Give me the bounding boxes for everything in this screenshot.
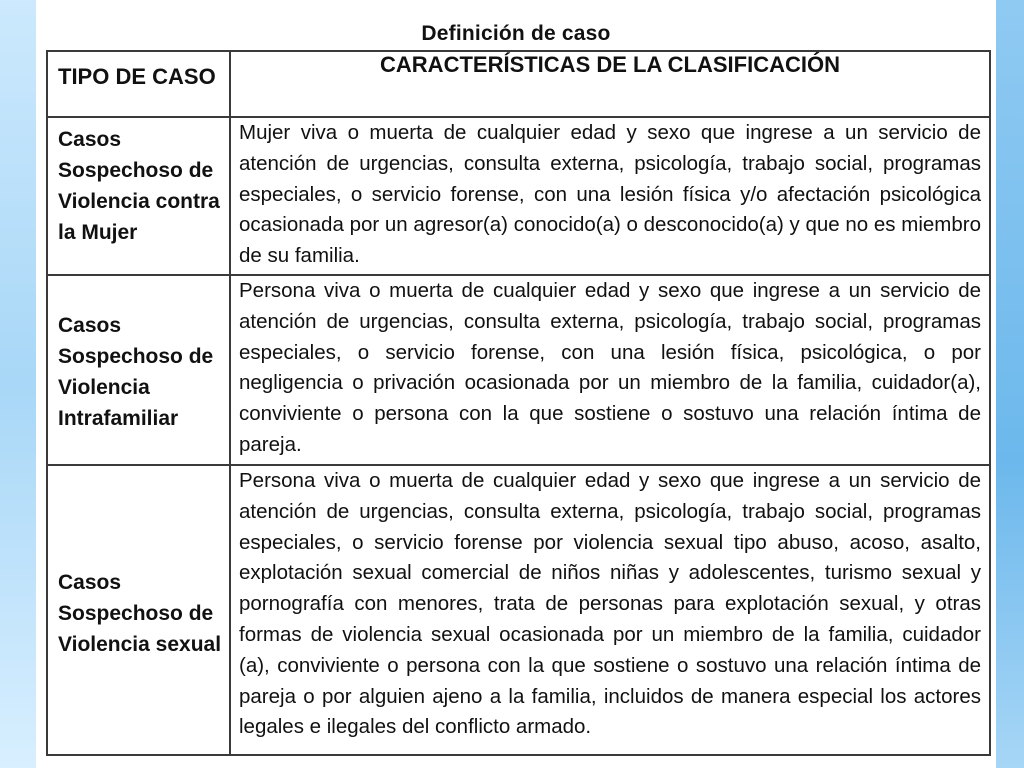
case-type-cell: Casos Sospechoso de Violencia Intrafamiliar: [47, 275, 230, 465]
case-type-cell: Casos Sospechoso de Violencia contra la Mujer: [47, 117, 230, 275]
case-type-cell: Casos Sospechoso de Violencia sexual: [47, 465, 230, 755]
case-definition-table: [46, 50, 991, 756]
case-description-cell: Persona viva o muerta de cualquier edad y sexo que ingrese a un servicio de atención de urgencias, consulta externa, psicología, trabajo social, programas especiales, o servicio forense, con una lesión física, psicológica, o por negligencia o privación ocasionada por un miembro de la familia, cuidador(a), conviviente o persona con la que sostiene o sostuvo una relación íntima de pareja.: [230, 275, 990, 465]
table-row: [47, 275, 990, 465]
document-slide: [36, 0, 996, 768]
document-title: Definición de caso: [421, 22, 611, 45]
case-description-cell: Mujer viva o muerta de cualquier edad y sexo que ingrese a un servicio de atención de urgencias, consulta externa, psicología, trabajo social, programas especiales, o servicio forense, con una lesión física y/o afectación psicológica ocasionada por un agresor(a) conocido(a) o desconocido(a) y que no es miembro de su familia.: [230, 117, 990, 275]
case-description-cell: Persona viva o muerta de cualquier edad y sexo que ingrese a un servicio de atención de urgencias, consulta externa, psicología, trabajo social, programas especiales, o servicio forense por violencia sexual tipo abuso, acoso, asalto, explotación sexual comercial de niños niñas y adolescentes, turismo sexual y pornografía con menores, trata de personas para explotación sexual, y otras formas de violencia sexual ocasionada por un miembro de la familia, cuidador (a), conviviente o persona con la que sostiene o sostuvo una relación íntima de pareja o por alguien ajeno a la familia, incluidos de manera especial los actores legales e ilegales del conflicto armado.: [230, 465, 990, 755]
left-background-strip: [0, 0, 36, 768]
header-case-type: TIPO DE CASO: [47, 51, 230, 117]
header-characteristics-label: CARACTERÍSTICAS DE LA CLASIFICACIÓN: [380, 52, 840, 77]
header-characteristics: [230, 51, 990, 117]
table-row: [47, 117, 990, 275]
right-background-strip: [996, 0, 1024, 768]
table-row: [47, 465, 990, 755]
table-header-row: [47, 51, 990, 117]
